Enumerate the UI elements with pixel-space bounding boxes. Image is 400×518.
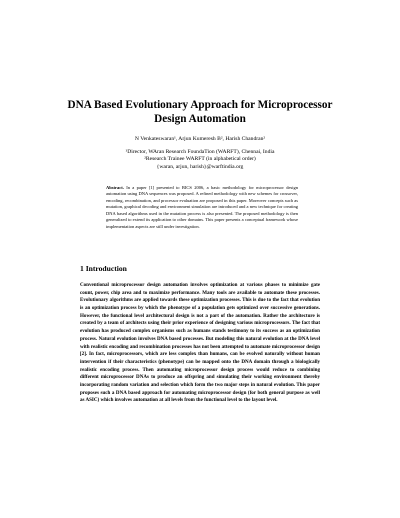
- intro-paragraph: Conventional microprocessor design automation involves optimization at various phases to minimize gate count, power, chip area and to maximize performance. Many tools are available to automate these processes. Evolutionary algorithms are applied towards these optimization processes. This is due to the fact that evolution is an optimization process by which the phenotype of a population gets optimized over successive generations. However, the functional level architectural design is not a part of the automation. Rather the architecture is created by a team of architects using their prior experience of designing various microprocessors. The fact that evolution has produced complex organisms such as humans stands testimony to its success as an optimization process. Natural evolution involves DNA based processes. But modeling this natural evolution at the DNA level with realistic encoding and recombination processes has not been attempted to automate microprocessor design [2]. In fact, microprocessors, which are less complex than humans, can be evolved naturally without human intervention if their characteristics (phenotype) can be mapped onto the DNA domain through a biologically realistic encoding process. Then automating microprocessor design process would reduce to combining different microprocessor DNAs to produce an offspring and simulating their working environment thereby incorporating random variation and selection which form the two major steps in natural evolution. This paper proposes such a DNA based approach for automating microprocessor design (for both general purpose as well as ASIC) which involves automation at all levels from the functional level to the layout level.: [80, 282, 320, 404]
- title-line-2: Design Automation: [154, 113, 246, 125]
- section-heading: 1 Introduction: [80, 264, 127, 273]
- abstract-text: In a paper [1] presented to BICS 2006, a basic methodology for microprocessor design automation using DNA sequences was proposed. A refined methodology with new schemes for crossover, encoding, recombination, and processor evaluation are proposed in this paper. Moreover concepts such as mutation, graphical decoding and environment simulation are introduced and a new technique for creating DNA based algorithms used in the mutation process is also presented. The proposed methodology is then generalized to extend its application to other domains. This paper presents a conceptual framework whose implementation aspects are still under investigation.: [106, 185, 298, 229]
- abstract: [106, 185, 298, 230]
- introduction-body: [80, 282, 320, 405]
- author-names: N Venkateswaran¹, Arjun Kumeresh B², Harish Chandran²: [134, 136, 266, 142]
- title-line-1: DNA Based Evolutionary Approach for Microprocessor: [67, 99, 333, 111]
- author-block: [70, 136, 330, 171]
- paper-title: [60, 98, 340, 126]
- affiliation-2: ²Research Trainee WARFT (in alphabetical order): [144, 156, 256, 162]
- affiliation-1: ¹Director, WAran Research FoundaTion (WARFT), Chennai, India: [125, 148, 275, 155]
- abstract-label: Abstract.: [106, 185, 124, 190]
- author-emails: {waran, arjun, harish}@warftindia.org: [156, 163, 244, 170]
